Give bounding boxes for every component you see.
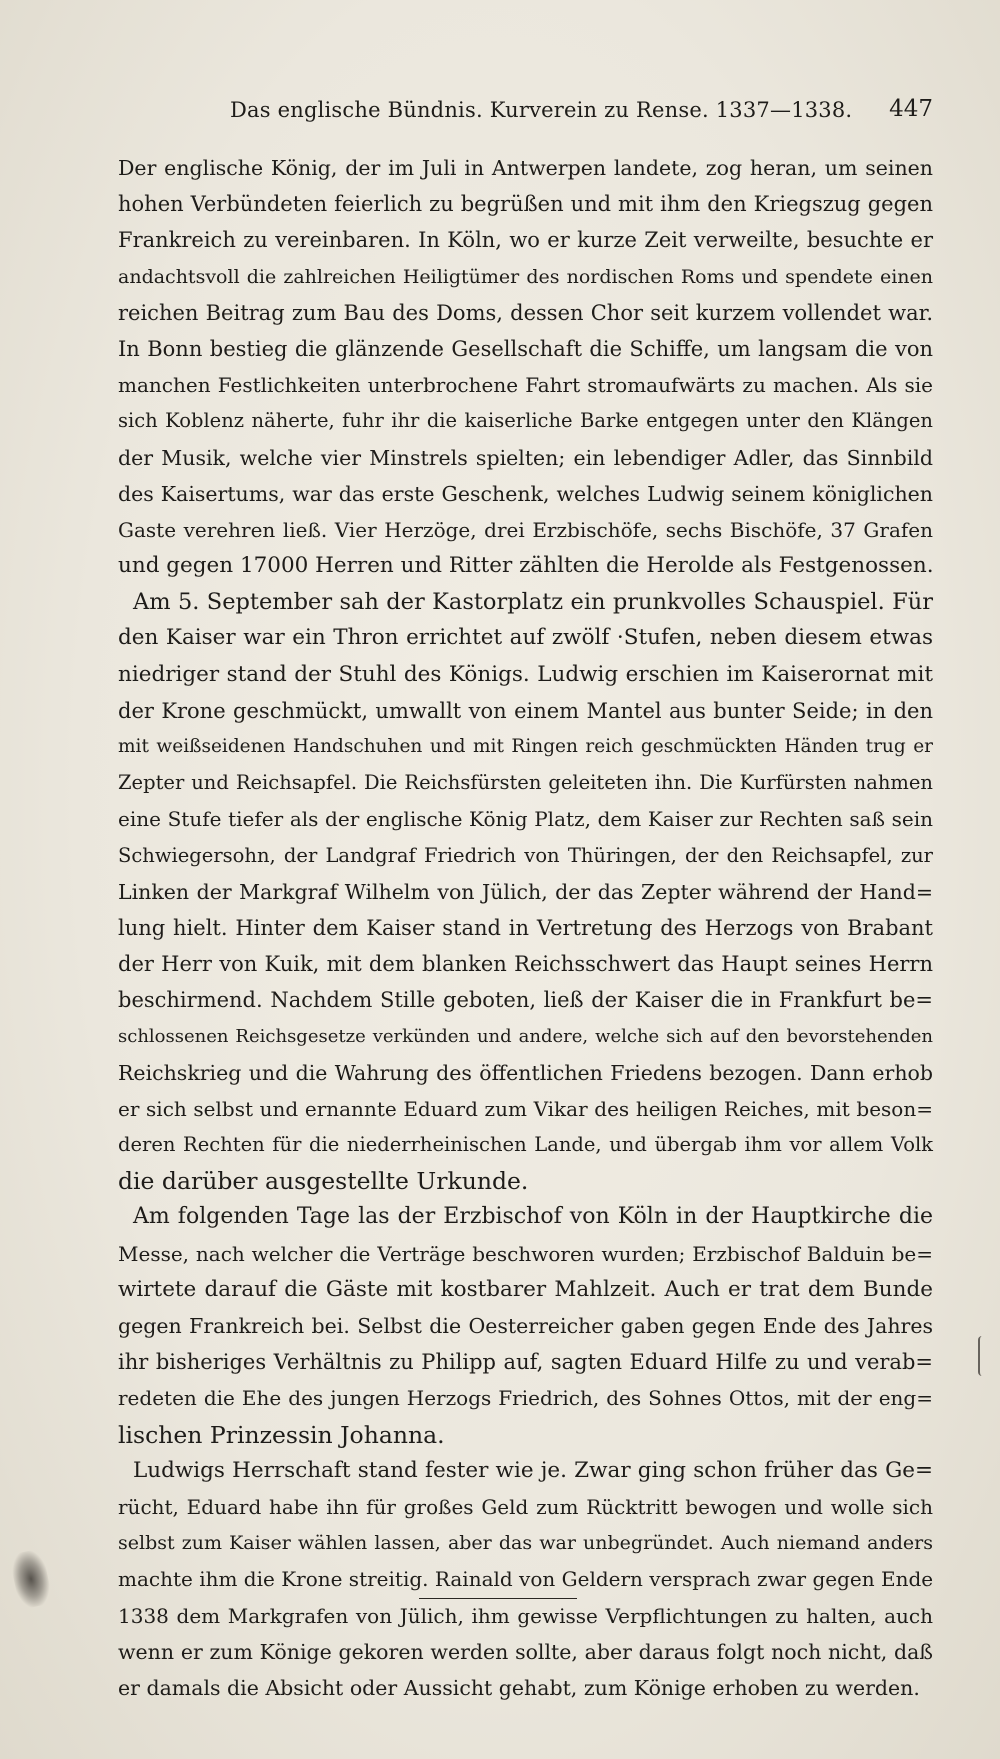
text-line: eine Stufe tiefer als der englische König Platz, dem Kaiser zur Rechten saß sein	[118, 807, 933, 832]
text-line: andachtsvoll die zahlreichen Heiligtümer des nordischen Roms und spendete einen	[118, 265, 933, 288]
text-line: lischen Prinzessin Johanna.	[118, 1420, 445, 1449]
body-text	[118, 150, 933, 1706]
text-line: niedriger stand der Stuhl des Königs. Ludwig erschien im Kaiserornat mit	[118, 661, 933, 687]
text-line: schlossenen Reichsgesetze verkünden und andere, welche sich auf den bevorstehenden	[118, 1025, 933, 1047]
text-line: reichen Beitrag zum Bau des Doms, dessen Chor seit kurzem vollendet war.	[118, 300, 933, 325]
text-line: Ludwigs Herrschaft stand fester wie je. Zwar ging schon früher das Ge=	[133, 1457, 933, 1483]
paragraph	[118, 1453, 933, 1706]
text-line: Messe, nach welcher die Verträge beschworen wurden; Erzbischof Balduin be=	[118, 1241, 933, 1266]
text-line: der Musik, welche vier Minstrels spielten; ein lebendiger Adler, das Sinnbild	[118, 445, 933, 470]
text-line: hohen Verbündeten feierlich zu begrüßen und mit ihm den Kriegszug gegen	[118, 192, 933, 217]
text-line: redeten die Ehe des jungen Herzogs Friedrich, des Sohnes Ottos, mit der eng=	[118, 1386, 933, 1411]
paragraph	[118, 150, 933, 584]
text-line: manchen Festlichkeiten unterbrochene Fahrt stromaufwärts zu machen. Als sie	[118, 373, 933, 398]
text-line: Schwiegersohn, der Landgraf Friedrich von Thüringen, der den Reichsapfel, zur	[118, 843, 933, 867]
text-line: er sich selbst und ernannte Eduard zum Vikar des heiligen Reiches, mit beson=	[118, 1096, 933, 1121]
end-rule	[419, 1598, 577, 1599]
text-line: den Kaiser war ein Thron errichtet auf zwölf ·Stufen, neben diesem etwas	[118, 625, 933, 651]
text-line: lung hielt. Hinter dem Kaiser stand in Vertretung des Herzogs von Brabant	[118, 915, 933, 940]
text-line: Am 5. September sah der Kastorplatz ein prunkvolles Schauspiel. Für	[133, 589, 933, 616]
text-line: In Bonn bestieg die glänzende Gesellschaft die Schiffe, um langsam die von	[118, 336, 933, 361]
text-line: deren Rechten für die niederrheinischen Lande, und übergab ihm vor allem Volk	[118, 1133, 933, 1157]
running-head: Das englische Bündnis. Kurverein zu Rense. 1337—1338.	[230, 98, 853, 122]
page-number: 447	[889, 96, 933, 122]
page-header	[118, 96, 933, 130]
ink-smudge	[9, 1548, 54, 1610]
text-line: und gegen 17000 Herren und Ritter zählten die Herolde als Festgenossen.	[118, 553, 934, 579]
text-line: beschirmend. Nachdem Stille geboten, ließ der Kaiser die in Frankfurt be=	[118, 988, 933, 1013]
text-line: Frankreich zu vereinbaren. In Köln, wo er kurze Zeit verweilte, besuchte er	[118, 228, 933, 253]
margin-mark	[978, 1336, 986, 1376]
text-line: mit weißseidenen Handschuhen und mit Ringen reich geschmückten Händen trug er	[118, 736, 933, 757]
text-line: des Kaisertums, war das erste Geschenk, welches Ludwig seinem königlichen	[118, 481, 933, 506]
text-line: machte ihm die Krone streitig. Rainald von Geldern versprach zwar gegen Ende	[118, 1567, 934, 1592]
text-line: der Herr von Kuik, mit dem blanken Reichsschwert das Haupt seines Herrn	[118, 952, 933, 977]
text-line: Reichskrieg und die Wahrung des öffentlichen Friedens bezogen. Dann erhob	[118, 1060, 933, 1085]
text-line: Der englische König, der im Juli in Antwerpen landete, zog heran, um seinen	[118, 156, 933, 180]
text-line: sich Koblenz näherte, fuhr ihr die kaiserliche Barke entgegen unter den Klängen	[118, 409, 933, 433]
text-line: ihr bisheriges Verhältnis zu Philipp auf, sagten Eduard Hilfe zu und verab=	[118, 1350, 933, 1375]
text-line: Am folgenden Tage las der Erzbischof von Köln in der Hauptkirche die	[133, 1204, 933, 1230]
text-line: er damals die Absicht oder Aussicht gehabt, zum Könige erhoben zu werden.	[118, 1675, 920, 1700]
text-line: wirtete darauf die Gäste mit kostbarer Mahlzeit. Auch er trat dem Bunde	[118, 1276, 933, 1302]
text-line: die darüber ausgestellte Urkunde.	[118, 1167, 529, 1196]
text-line: rücht, Eduard habe ihn für großes Geld zum Rücktritt bewogen und wolle sich	[118, 1494, 933, 1519]
paragraph	[118, 584, 933, 1199]
text-line: der Krone geschmückt, umwallt von einem Mantel aus bunter Seide; in den	[118, 698, 933, 723]
text-line: gegen Frankreich bei. Selbst die Oesterreicher gaben gegen Ende des Jahres	[118, 1314, 933, 1338]
text-line: Zepter und Reichsapfel. Die Reichsfürsten geleiteten ihn. Die Kurfürsten nahmen	[118, 771, 933, 795]
paragraph	[118, 1199, 933, 1452]
text-line: 1338 dem Markgrafen von Jülich, ihm gewisse Verpflichtungen zu halten, auch	[118, 1603, 933, 1628]
text-line: selbst zum Kaiser wählen lassen, aber das war unbegründet. Auch niemand anders	[118, 1532, 933, 1555]
text-line: Gaste verehren ließ. Vier Herzöge, drei Erzbischöfe, sechs Bischöfe, 37 Grafen	[118, 517, 933, 542]
text-line: Linken der Markgraf Wilhelm von Jülich, der das Zepter während der Hand=	[118, 879, 933, 904]
text-line: wenn er zum Könige gekoren werden sollte, aber daraus folgt noch nicht, daß	[118, 1639, 933, 1664]
